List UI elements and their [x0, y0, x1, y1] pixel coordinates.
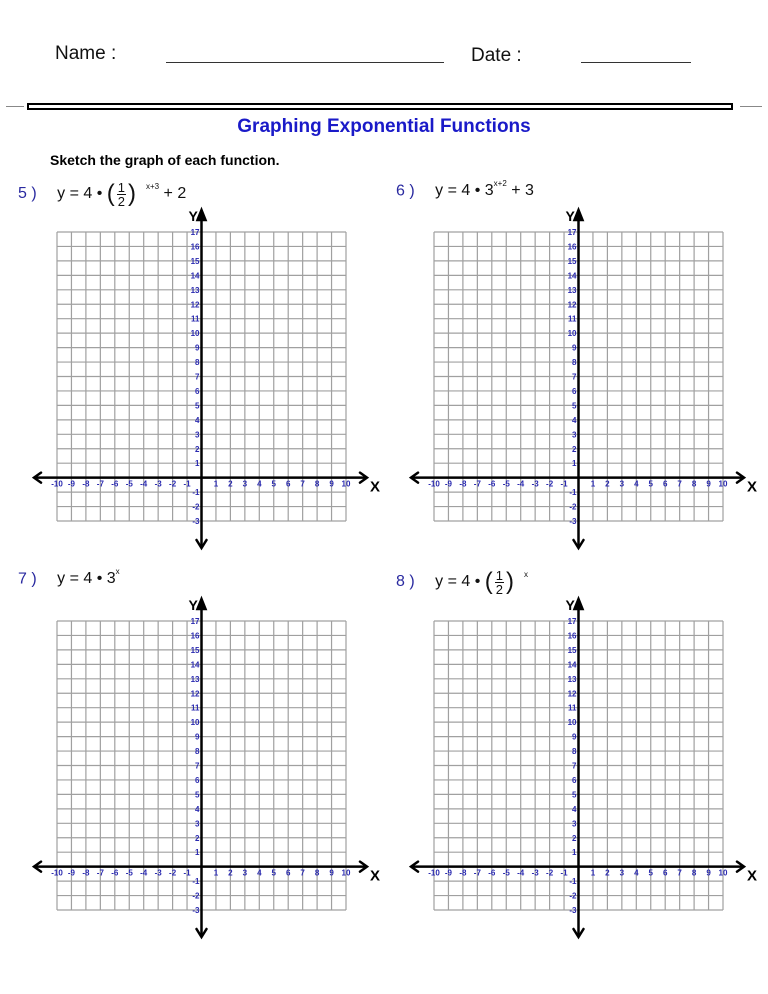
y-tick-label: 3 [572, 430, 577, 440]
instructions: Sketch the graph of each function. [50, 152, 280, 168]
x-tick-label: -7 [473, 868, 481, 878]
y-tick-label: 3 [195, 819, 200, 829]
y-tick-label: 14 [567, 271, 577, 281]
x-tick-label: -2 [169, 479, 177, 489]
y-tick-label: -3 [569, 517, 577, 526]
x-tick-label: -3 [531, 479, 539, 489]
x-tick-label: 2 [228, 479, 233, 489]
y-tick-label: 1 [572, 459, 577, 469]
x-tick-label: 1 [590, 868, 596, 878]
x-tick-label: -7 [96, 868, 104, 878]
y-tick-label: 17 [190, 228, 200, 237]
y-tick-label: 8 [572, 747, 577, 757]
x-tick-label: -8 [459, 479, 467, 489]
y-tick-label: 11 [191, 703, 200, 713]
exponent: x [523, 569, 528, 579]
y-tick-label: -3 [192, 906, 200, 915]
x-tick-label: -2 [169, 868, 177, 878]
y-tick-label: 2 [572, 444, 577, 454]
fraction-numerator: 1 [495, 567, 503, 583]
x-tick-label: -3 [154, 479, 162, 489]
y-tick-label: 16 [190, 242, 200, 252]
x-tick-label: 8 [691, 868, 697, 878]
x-tick-label: -8 [82, 868, 90, 878]
equation: y = 4 • ( $\frac{1}{2}$ ) $^x$ [435, 567, 528, 597]
x-tick-label: 1 [213, 868, 219, 878]
y-axis-label: Y [188, 208, 198, 224]
y-tick-label: 11 [568, 314, 577, 324]
y-tick-label: -3 [569, 906, 577, 915]
x-tick-label: 6 [662, 868, 668, 878]
x-tick-label: 9 [706, 479, 711, 489]
y-tick-label: 5 [572, 401, 577, 411]
x-tick-label: -6 [488, 479, 496, 489]
y-tick-label: 15 [567, 645, 577, 655]
x-tick-label: 1 [590, 479, 596, 489]
x-tick-label: 5 [271, 868, 276, 878]
y-tick-label: 12 [190, 300, 200, 310]
x-tick-label: 9 [706, 868, 711, 878]
x-tick-label: 9 [329, 479, 334, 489]
fraction-denominator: 2 [495, 581, 503, 597]
y-tick-label: 3 [572, 819, 577, 829]
y-tick-label: 4 [572, 415, 577, 425]
y-tick-label: 2 [195, 444, 200, 454]
x-tick-label: 5 [648, 479, 653, 489]
x-axis-label: X [747, 478, 758, 496]
x-tick-label: 7 [300, 479, 305, 489]
x-tick-label: 10 [341, 868, 351, 878]
y-tick-label: 8 [195, 358, 200, 368]
equation: y = 4 • ( $\frac{1}{2}$ ) $^{x+3}$ + 2 [57, 179, 187, 209]
y-tick-label: 9 [195, 343, 200, 353]
x-tick-label: 3 [619, 479, 625, 489]
y-axis-up-arrow-icon [575, 599, 583, 609]
y-tick-label: 12 [567, 300, 577, 310]
x-tick-label: -3 [531, 868, 539, 878]
equation-lead: y = 4 • 3 [435, 182, 494, 200]
y-tick-label: 7 [195, 372, 200, 382]
y-tick-label: -1 [192, 488, 200, 498]
x-tick-label: -8 [82, 479, 90, 489]
equation-lead: y = 4 • [57, 185, 107, 203]
y-tick-label: 6 [195, 775, 200, 785]
y-axis-label: Y [188, 597, 198, 613]
x-tick-label: 4 [257, 479, 262, 489]
x-tick-label: -6 [111, 868, 119, 878]
y-tick-label: 10 [567, 718, 577, 728]
x-tick-label: 6 [662, 479, 668, 489]
y-tick-label: 1 [195, 459, 200, 469]
y-tick-label: 5 [572, 790, 577, 800]
problem-number: 6 ) [396, 182, 415, 200]
exponent: x+2 [493, 179, 507, 188]
x-tick-label: 1 [213, 479, 219, 489]
y-tick-label: 4 [195, 415, 200, 425]
x-axis-label: X [370, 478, 381, 496]
y-tick-label: 13 [567, 285, 577, 295]
equation-lead: y = 4 • [435, 573, 485, 591]
y-tick-label: 16 [567, 242, 577, 252]
y-tick-label: -2 [569, 502, 577, 512]
problem-number: 7 ) [18, 570, 37, 588]
y-tick-label: 1 [195, 848, 200, 858]
y-tick-label: 9 [572, 732, 577, 742]
y-tick-label: 9 [572, 343, 577, 353]
x-tick-label: -5 [502, 868, 510, 878]
x-tick-label: 10 [341, 479, 351, 489]
y-tick-label: 9 [195, 732, 200, 742]
y-tick-label: 16 [567, 631, 577, 641]
y-tick-label: 4 [572, 804, 577, 814]
x-axis-label: X [747, 867, 758, 885]
x-tick-label: -1 [560, 868, 568, 878]
y-tick-label: 17 [190, 617, 200, 626]
y-tick-label: 13 [190, 674, 200, 684]
x-tick-label: 3 [619, 868, 625, 878]
x-tick-label: 3 [242, 479, 248, 489]
x-tick-label: 6 [285, 868, 291, 878]
fraction-denominator: 2 [117, 193, 125, 209]
y-tick-label: 17 [567, 228, 577, 237]
x-tick-label: 8 [314, 868, 320, 878]
y-tick-label: 6 [572, 775, 577, 785]
x-tick-label: -10 [428, 868, 440, 878]
x-tick-label: 2 [605, 479, 610, 489]
y-tick-label: 13 [190, 285, 200, 295]
x-tick-label: -4 [140, 868, 148, 878]
y-tick-label: 7 [572, 372, 577, 382]
x-tick-label: 10 [718, 479, 728, 489]
problem-number: 5 ) [18, 185, 37, 203]
y-tick-label: 5 [195, 401, 200, 411]
x-tick-label: 7 [677, 868, 682, 878]
x-tick-label: -9 [444, 868, 453, 878]
y-tick-label: 10 [190, 718, 200, 728]
x-tick-label: 5 [648, 868, 653, 878]
x-axis-label: X [370, 867, 381, 885]
y-tick-label: 17 [567, 617, 577, 626]
y-tick-label: 6 [572, 386, 577, 396]
y-tick-label: 8 [572, 358, 577, 368]
x-tick-label: 9 [329, 868, 334, 878]
x-tick-label: -5 [502, 479, 510, 489]
y-tick-label: 3 [195, 430, 200, 440]
x-tick-label: -1 [183, 868, 191, 878]
equation-lead: y = 4 • 3 [57, 570, 116, 588]
y-tick-label: 7 [572, 761, 577, 771]
x-tick-label: -4 [140, 479, 148, 489]
x-tick-label: 6 [285, 479, 291, 489]
y-tick-label: -2 [192, 502, 200, 512]
y-tick-label: 14 [190, 271, 200, 281]
x-tick-label: -4 [517, 479, 525, 489]
x-tick-label: -10 [51, 479, 63, 489]
x-tick-label: 2 [605, 868, 610, 878]
x-tick-label: -9 [444, 479, 453, 489]
y-tick-label: 12 [190, 689, 200, 699]
y-tick-label: -2 [569, 891, 577, 901]
y-tick-label: 14 [567, 660, 577, 670]
y-tick-label: 15 [567, 256, 577, 266]
y-tick-label: 2 [195, 833, 200, 843]
y-tick-label: 15 [190, 256, 200, 266]
date-label: Date : [471, 45, 522, 66]
x-tick-label: -4 [517, 868, 525, 878]
x-tick-label: 2 [228, 868, 233, 878]
y-axis-label: Y [565, 597, 575, 613]
x-tick-label: 8 [314, 479, 320, 489]
y-tick-label: -1 [569, 877, 577, 887]
y-tick-label: 10 [567, 329, 577, 339]
name-label: Name : [55, 43, 117, 64]
y-tick-label: 16 [190, 631, 200, 641]
x-tick-label: -5 [125, 479, 133, 489]
equation-tail: + 2 [159, 185, 187, 203]
y-tick-label: -1 [192, 877, 200, 887]
y-tick-label: -3 [192, 517, 200, 526]
x-tick-label: 8 [691, 479, 697, 489]
x-tick-label: -8 [459, 868, 467, 878]
y-tick-label: 5 [195, 790, 200, 800]
x-tick-label: 3 [242, 868, 248, 878]
x-tick-label: -1 [560, 479, 568, 489]
x-tick-label: -1 [183, 479, 191, 489]
x-tick-label: -6 [488, 868, 496, 878]
y-tick-label: 13 [567, 674, 577, 684]
x-tick-label: 4 [634, 479, 639, 489]
y-tick-label: 12 [567, 689, 577, 699]
x-tick-label: -3 [154, 868, 162, 878]
y-tick-label: 4 [195, 804, 200, 814]
x-tick-label: 4 [634, 868, 639, 878]
x-tick-label: -7 [96, 479, 104, 489]
exponent: x+3 [145, 181, 160, 191]
x-tick-label: -10 [428, 479, 440, 489]
y-tick-label: 15 [190, 645, 200, 655]
y-tick-label: 11 [191, 314, 200, 324]
x-tick-label: -2 [546, 479, 554, 489]
x-tick-label: -7 [473, 479, 481, 489]
problem-number: 8 ) [396, 573, 415, 591]
exponent: x [115, 567, 120, 576]
y-tick-label: -2 [192, 891, 200, 901]
y-tick-label: 1 [572, 848, 577, 858]
fraction-numerator: 1 [117, 179, 125, 195]
x-tick-label: 10 [718, 868, 728, 878]
y-tick-label: 8 [195, 747, 200, 757]
y-tick-label: -1 [569, 488, 577, 498]
y-tick-label: 11 [568, 703, 577, 713]
x-tick-label: -9 [67, 479, 76, 489]
x-tick-label: -2 [546, 868, 554, 878]
y-axis-label: Y [565, 208, 575, 224]
y-tick-label: 6 [195, 386, 200, 396]
y-tick-label: 7 [195, 761, 200, 771]
x-tick-label: -6 [111, 479, 119, 489]
x-tick-label: -10 [51, 868, 63, 878]
x-tick-label: -5 [125, 868, 133, 878]
x-tick-label: 7 [677, 479, 682, 489]
x-tick-label: -9 [67, 868, 76, 878]
x-tick-label: 7 [300, 868, 305, 878]
y-tick-label: 2 [572, 833, 577, 843]
y-tick-label: 10 [190, 329, 200, 339]
x-tick-label: 5 [271, 479, 276, 489]
x-tick-label: 4 [257, 868, 262, 878]
y-tick-label: 14 [190, 660, 200, 670]
page-title: Graphing Exponential Functions [237, 116, 531, 137]
equation-tail: + 3 [506, 182, 534, 200]
